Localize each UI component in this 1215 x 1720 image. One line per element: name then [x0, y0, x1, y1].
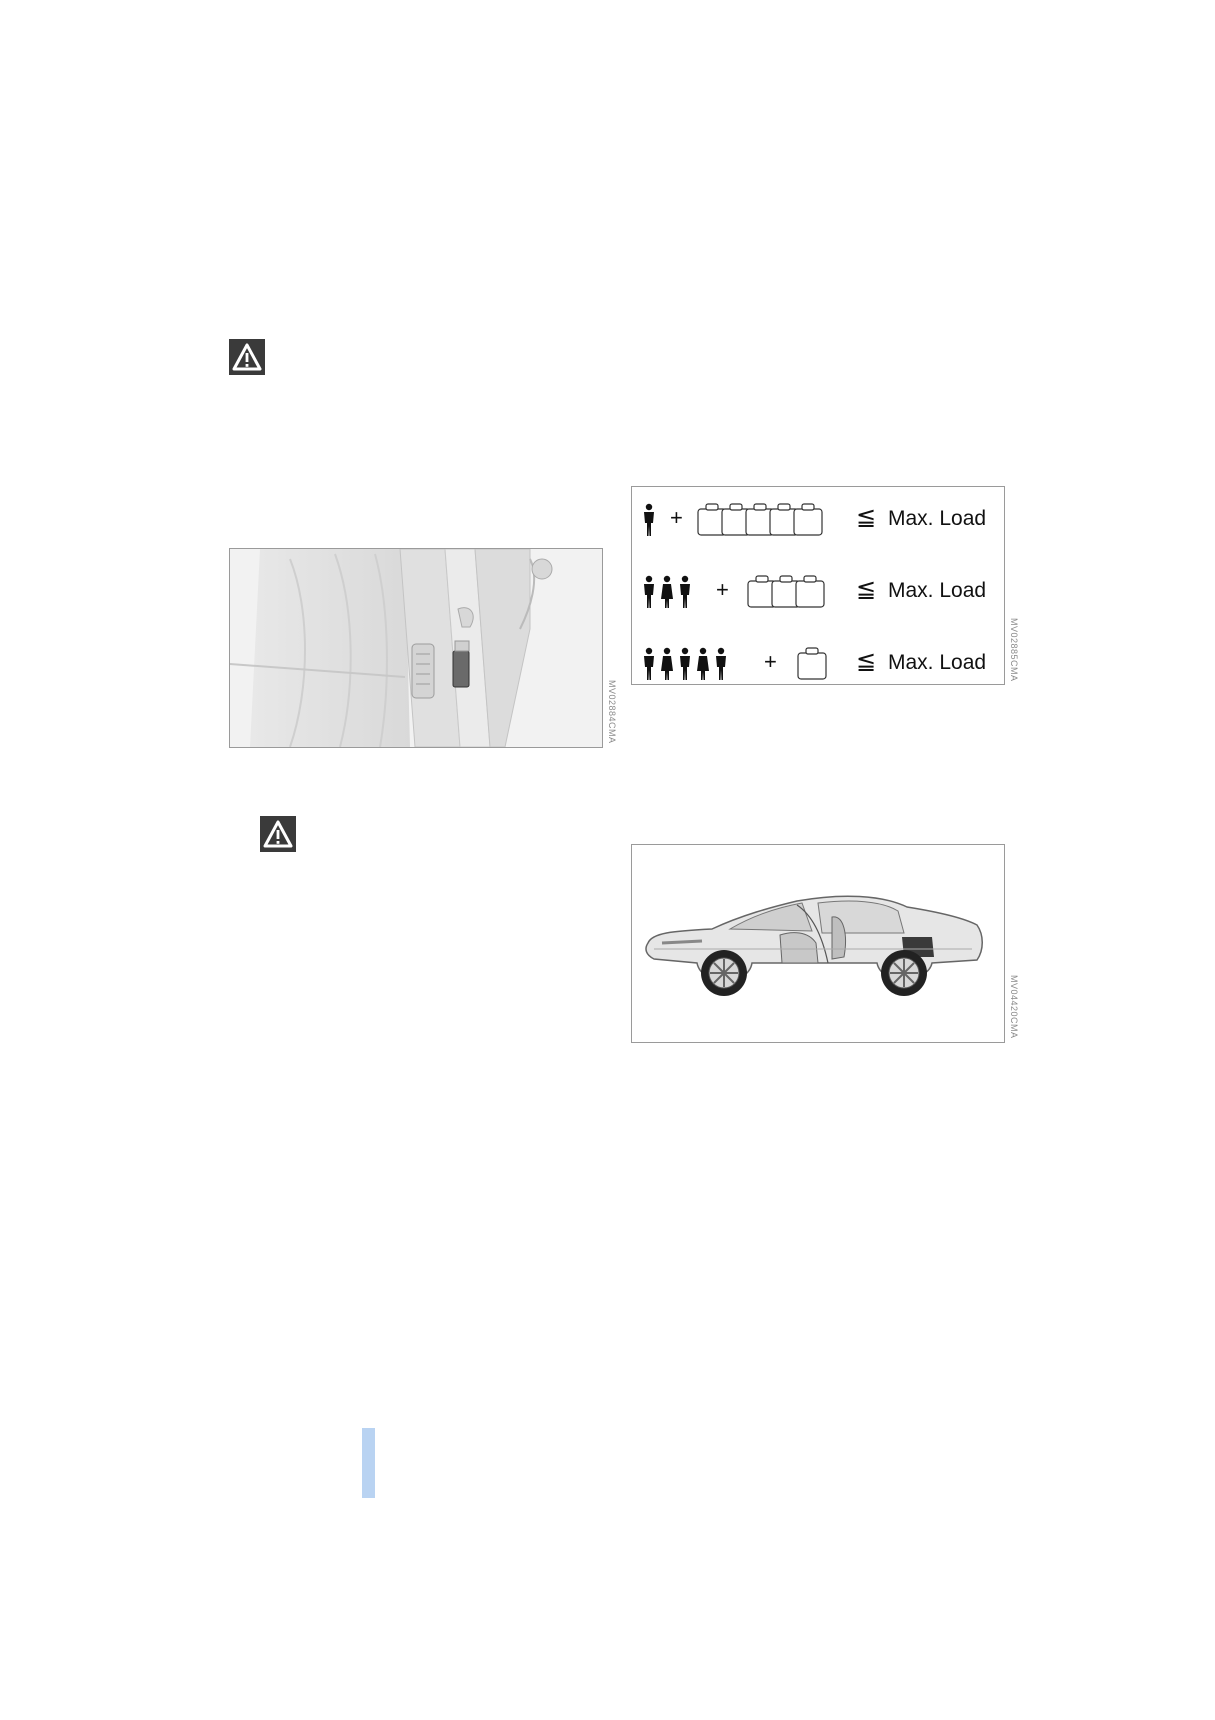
front-wheel — [701, 950, 747, 996]
person-icons — [640, 503, 670, 537]
person-icons — [640, 647, 740, 681]
warning-triangle-icon — [263, 820, 293, 848]
door-pillar-figure — [229, 548, 603, 748]
max-load-label: Max. Load — [888, 579, 987, 602]
load-row-1 — [632, 499, 1004, 539]
figure-code: MV02885CMA — [1009, 618, 1019, 682]
load-chart-figure — [631, 486, 1005, 685]
person-icons — [640, 575, 700, 609]
suitcase-icons — [746, 573, 828, 609]
door-pillar-illustration — [230, 549, 602, 747]
warning-triangle-icon — [232, 343, 262, 371]
car-side-illustration — [632, 845, 1004, 1042]
max-load-label: Max. Load — [888, 507, 987, 530]
suitcase-icons — [796, 645, 830, 681]
figure-code: MV02884CMA — [607, 680, 617, 744]
less-or-equal-sign: ≦ — [856, 576, 877, 603]
load-row-2 — [632, 571, 1004, 611]
car-side-figure — [631, 844, 1005, 1043]
warning-icon — [229, 339, 265, 375]
less-or-equal-sign: ≦ — [856, 648, 877, 675]
plus-sign: + — [670, 505, 683, 530]
plus-sign: + — [764, 649, 777, 674]
warning-icon — [260, 816, 296, 852]
rear-wheel — [881, 950, 927, 996]
max-load-label: Max. Load — [888, 651, 987, 674]
section-marker-bar — [362, 1428, 375, 1498]
plus-sign: + — [716, 577, 729, 602]
figure-code: MV04420CMA — [1009, 975, 1019, 1039]
load-row-3 — [632, 643, 1004, 683]
suitcase-icons — [696, 501, 826, 537]
less-or-equal-sign: ≦ — [856, 504, 877, 531]
